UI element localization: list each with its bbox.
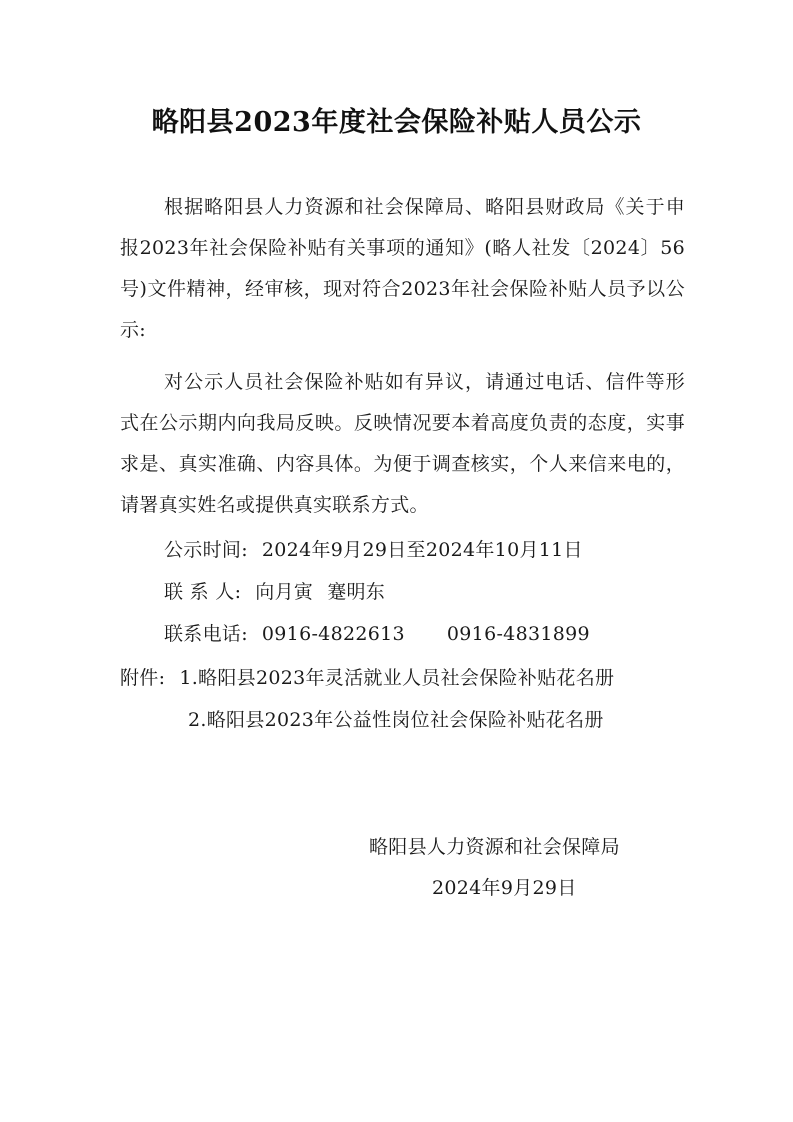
contact-person-2: 蹇明东 (327, 581, 386, 603)
attachments-label: 附件: (120, 667, 166, 689)
contact-phone-line (164, 614, 590, 655)
contact-person-line (164, 572, 385, 613)
attachment-item-1: 1.略阳县2023年灵活就业人员社会保险补贴花名册 (179, 667, 615, 689)
contact-phone-1: 0916-4822613 (261, 623, 405, 645)
publicity-period-value: 2024年9月29日至2024年10月11日 (261, 539, 583, 561)
signature-date: 2024年9月29日 (432, 877, 577, 899)
contact-person-1: 向月寅 (255, 581, 314, 603)
notice-paragraph-objection: 对公示人员社会保险补贴如有异议，请通过电话、信件等形式在公示期内向我局反映。反映情况要本着高度负责的态度，实事求是、真实准确、内容具体。为便于调查核实，个人来信来电的，请署真实姓名或提供真实联系方式。 (120, 371, 685, 516)
contact-person-label: 联 系 人: (164, 581, 242, 603)
publicity-period-label: 公示时间: (164, 539, 248, 561)
contact-phone-label: 联系电话: (164, 623, 248, 645)
contact-phone-2: 0916-4831899 (446, 623, 590, 645)
attachment-line-2 (188, 700, 604, 741)
attachment-item-2: 2.略阳县2023年公益性岗位社会保险补贴花名册 (188, 709, 604, 731)
publicity-period-line (164, 530, 583, 571)
attachment-line-1 (120, 658, 614, 699)
notice-paragraph-basis: 根据略阳县人力资源和社会保障局、略阳县财政局《关于申报2023年社会保险补贴有关事项的通知》(略人社发〔2024〕56号)文件精神，经审核，现对符合2023年社会保险补贴人员予以公示: (120, 196, 685, 341)
signature-organization: 略阳县人力资源和社会保障局 (369, 836, 620, 858)
document-title: 略阳县2023年度社会保险补贴人员公示 (151, 107, 642, 138)
